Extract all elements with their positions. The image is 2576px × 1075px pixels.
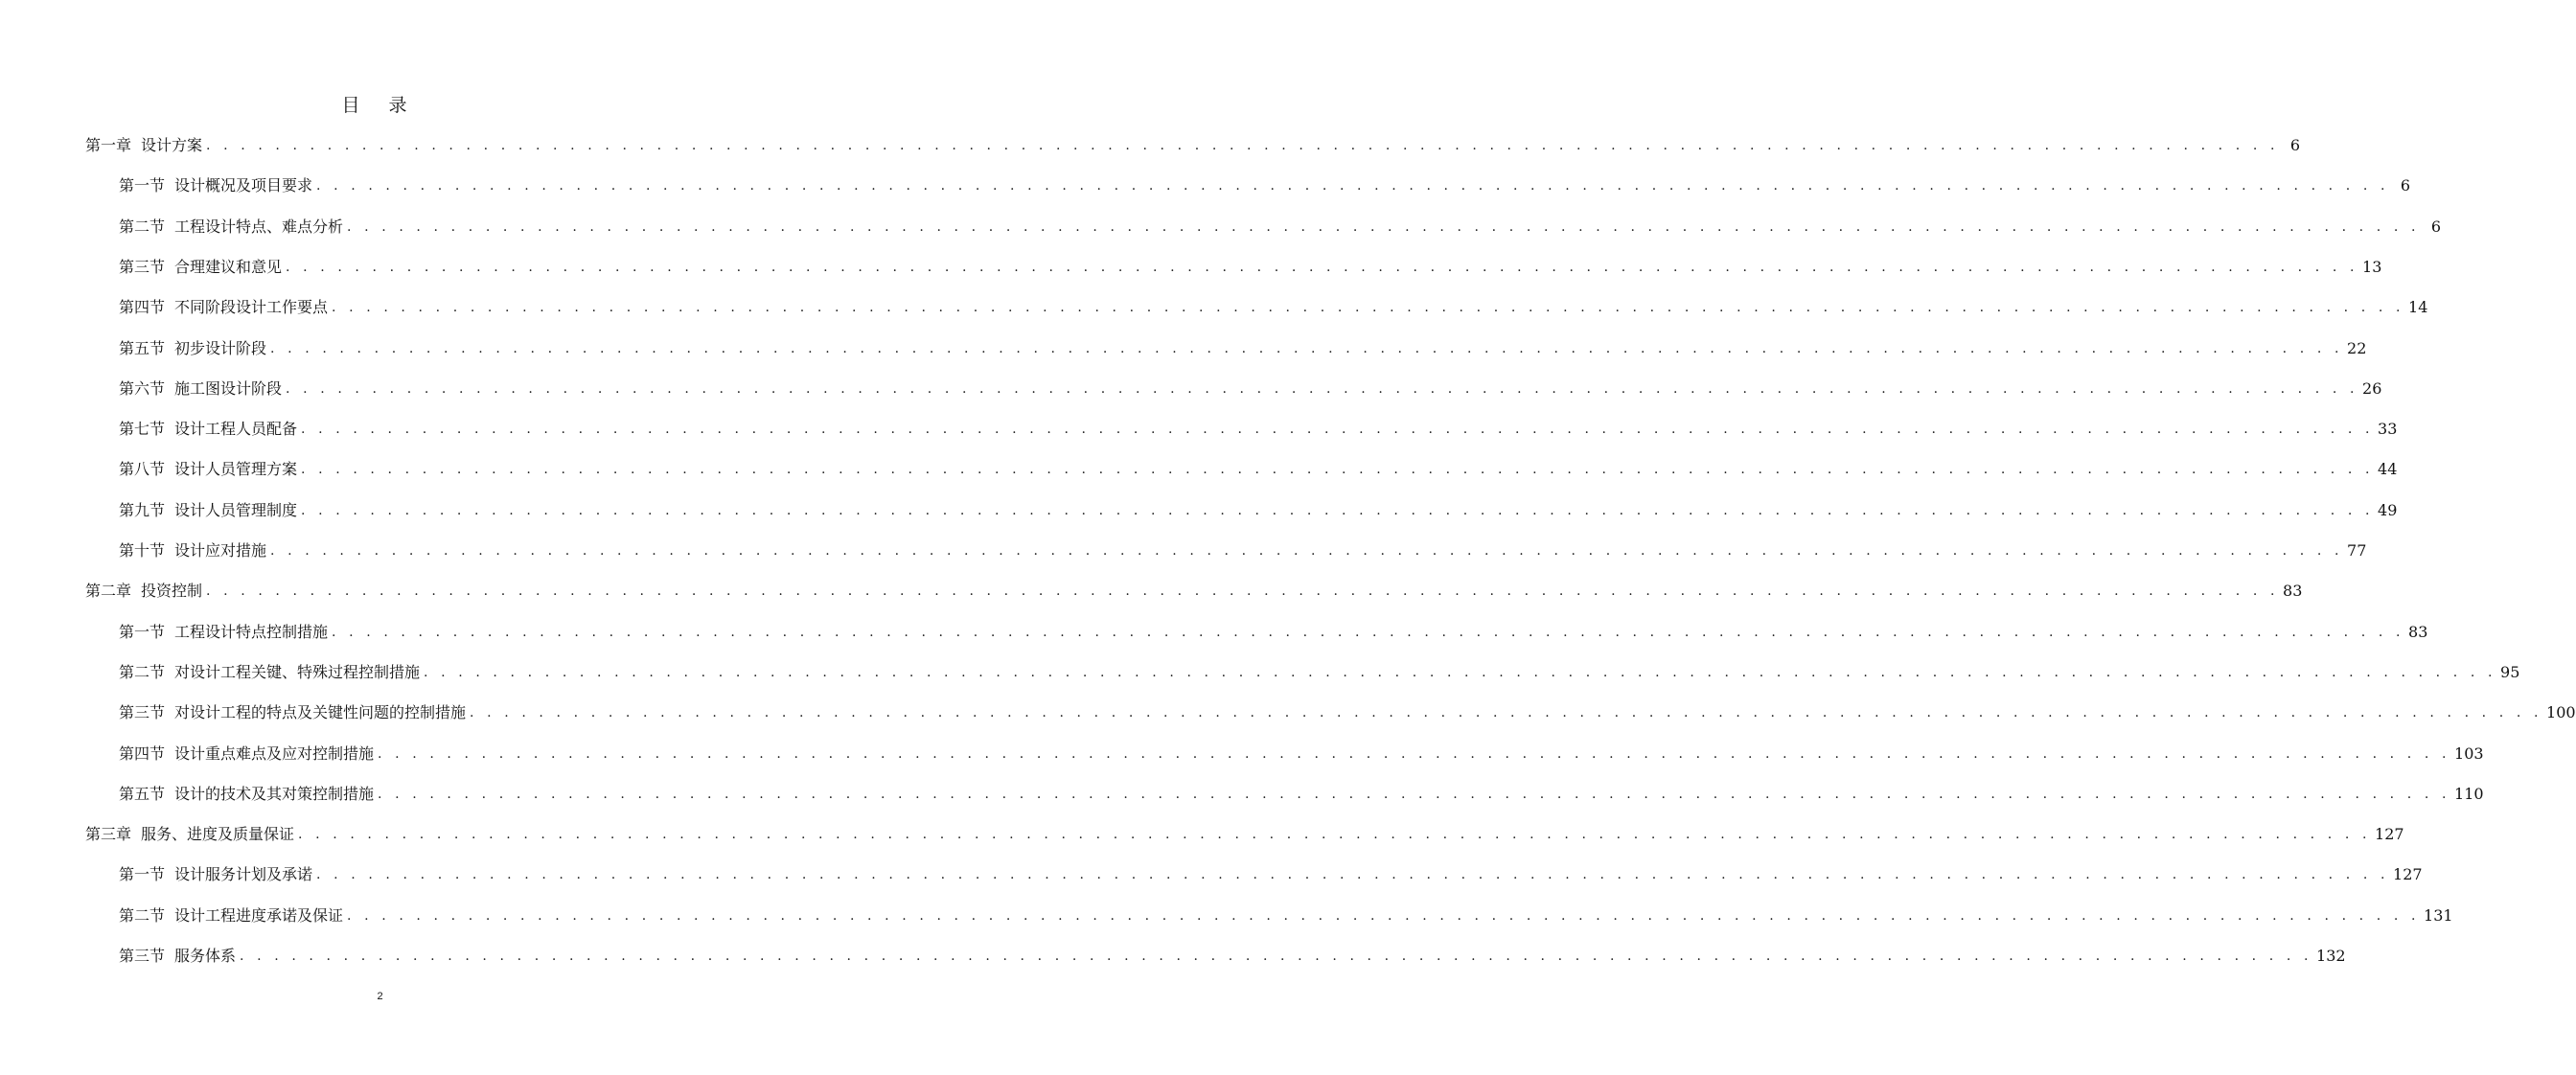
toc-entry-page: 26 xyxy=(2362,378,2382,398)
toc-entry-label xyxy=(119,861,312,888)
toc-chapter-entry[interactable] xyxy=(85,578,2303,605)
toc-entry-title: 设计工程人员配备 xyxy=(174,420,298,439)
toc-entry-label xyxy=(119,254,282,281)
toc-entry-title: 设计服务计划及承诺 xyxy=(174,865,313,884)
toc-entry-number: 第二节 xyxy=(119,662,166,681)
toc-section-entry[interactable] xyxy=(119,903,2453,929)
toc-dot-leader: . . . . . . . . . . . . . . . . . . . . . . . . . . . . . . . . . . . . . . . . . . . . . . . . . . . . . . . . . . . . . . . . . . . . . . . . . . . . . . . . . . . . . . . . . . . . . . . . . . . . . . . . . . . . . . . . . . . . . . . . xyxy=(316,867,2390,883)
toc-entry-number: 第九节 xyxy=(119,500,166,519)
toc-entry-title: 对设计工程的特点及关键性问题的控制措施 xyxy=(174,703,467,722)
toc-dot-leader: . . . . . . . . . . . . . . . . . . . . . . . . . . . . . . . . . . . . . . . . . . . . . . . . . . . . . . . . . . . . . . . . . . . . . . . . . . . . . . . . . . . . . . . . . . . . . . . . . . . . . . . . . . . . . . . . . . . . . . . . xyxy=(301,422,2375,438)
toc-entry-number: 第一节 xyxy=(119,865,166,884)
toc-entry-title: 合理建议和意见 xyxy=(174,257,283,276)
toc-entry-page: 83 xyxy=(2283,582,2303,601)
toc-dot-leader: . . . . . . . . . . . . . . . . . . . . . . . . . . . . . . . . . . . . . . . . . . . . . . . . . . . . . . . . . . . . . . . . . . . . . . . . . . . . . . . . . . . . . . . . . . . . . . . . . . . . . . . . . . . . . . . . . . . . . . . . xyxy=(298,827,2372,843)
toc-entry-number: 第四节 xyxy=(119,743,166,763)
toc-section-entry[interactable] xyxy=(119,497,2398,524)
toc-entry-label xyxy=(85,132,202,159)
toc-entry-page: 132 xyxy=(2316,947,2346,965)
toc-entry-number: 第一章 xyxy=(85,136,132,154)
toc-entry-title: 对设计工程关键、特殊过程控制措施 xyxy=(174,662,421,681)
toc-entry-page: 33 xyxy=(2378,420,2398,439)
toc-entry-number: 第二章 xyxy=(85,582,132,601)
toc-entry-page: 103 xyxy=(2454,743,2484,763)
toc-entry-label xyxy=(119,497,297,524)
toc-dot-leader: . . . . . . . . . . . . . . . . . . . . . . . . . . . . . . . . . . . . . . . . . . . . . . . . . . . . . . . . . . . . . . . . . . . . . . . . . . . . . . . . . . . . . . . . . . . . . . . . . . . . . . . . . . . . . . . . . . . . . . . . xyxy=(206,583,2280,600)
toc-entry-title: 设计人员管理方案 xyxy=(174,460,298,479)
toc-entry-page: 6 xyxy=(2430,217,2442,236)
toc-section-entry[interactable] xyxy=(119,254,2382,281)
toc-entry-label xyxy=(119,741,374,767)
toc-entry-page: 49 xyxy=(2378,500,2398,519)
toc-entry-title: 初步设计阶段 xyxy=(174,338,267,357)
toc-dot-leader: . . . . . . . . . . . . . . . . . . . . . . . . . . . . . . . . . . . . . . . . . . . . . . . . . . . . . . . . . . . . . . . . . . . . . . . . . . . . . . . . . . . . . . . . . . . . . . . . . . . . . . . . . . . . . . . . . . . . . . . . xyxy=(347,907,2421,924)
toc-section-entry[interactable] xyxy=(119,659,2520,686)
toc-entry-number: 第六节 xyxy=(119,378,166,398)
toc-dot-leader: . . . . . . . . . . . . . . . . . . . . . . . . . . . . . . . . . . . . . . . . . . . . . . . . . . . . . . . . . . . . . . . . . . . . . . . . . . . . . . . . . . . . . . . . . . . . . . . . . . . . . . . . . . . . . . . . . . . . . . . . xyxy=(270,543,2344,559)
toc-entry-label xyxy=(119,456,297,483)
toc-entry-label xyxy=(119,172,312,199)
toc-dot-leader: . . . . . . . . . . . . . . . . . . . . . . . . . . . . . . . . . . . . . . . . . . . . . . . . . . . . . . . . . . . . . . . . . . . . . . . . . . . . . . . . . . . . . . . . . . . . . . . . . . . . . . . . . . . . . . . . . . . . . . . . xyxy=(424,664,2497,680)
toc-entry-title: 设计人员管理制度 xyxy=(174,500,298,519)
toc-entry-title: 设计方案 xyxy=(141,136,203,154)
toc-section-entry[interactable] xyxy=(119,172,2411,199)
toc-entry-page: 100 xyxy=(2546,703,2576,722)
toc-entry-page: 127 xyxy=(2375,825,2404,844)
toc-entry-page: 131 xyxy=(2424,905,2453,925)
toc-dot-leader: . . . . . . . . . . . . . . . . . . . . . . . . . . . . . . . . . . . . . . . . . . . . . . . . . . . . . . . . . . . . . . . . . . . . . . . . . . . . . . . . . . . . . . . . . . . . . . . . . . . . . . . . . . . . . . . . . . . . . . . . xyxy=(206,138,2280,153)
toc-section-entry[interactable] xyxy=(119,943,2346,970)
toc-entry-label xyxy=(119,659,420,686)
toc-entry-number: 第一节 xyxy=(119,176,166,195)
toc-entry-label xyxy=(119,619,328,646)
toc-entry-label xyxy=(119,214,343,240)
toc-dot-leader: . . . . . . . . . . . . . . . . . . . . . . . . . . . . . . . . . . . . . . . . . . . . . . . . . . . . . . . . . . . . . . . . . . . . . . . . . . . . . . . . . . . . . . . . . . . . . . . . . . . . . . . . . . . . . . . . . . . . . . . . xyxy=(316,178,2390,194)
toc-dot-leader: . . . . . . . . . . . . . . . . . . . . . . . . . . . . . . . . . . . . . . . . . . . . . . . . . . . . . . . . . . . . . . . . . . . . . . . . . . . . . . . . . . . . . . . . . . . . . . . . . . . . . . . . . . . . . . . . . . . . . . . . xyxy=(470,705,2543,721)
toc-entry-title: 工程设计特点、难点分析 xyxy=(174,217,344,236)
toc-entry-label xyxy=(119,376,282,402)
toc-dot-leader: . . . . . . . . . . . . . . . . . . . . . . . . . . . . . . . . . . . . . . . . . . . . . . . . . . . . . . . . . . . . . . . . . . . . . . . . . . . . . . . . . . . . . . . . . . . . . . . . . . . . . . . . . . . . . . . . . . . . . . . . xyxy=(301,462,2375,478)
toc-entry-page: 13 xyxy=(2362,257,2382,276)
toc-entry-label xyxy=(85,578,202,605)
toc-entry-number: 第三节 xyxy=(119,703,166,722)
toc-entry-page: 110 xyxy=(2454,784,2484,803)
toc-dot-leader: . . . . . . . . . . . . . . . . . . . . . . . . . . . . . . . . . . . . . . . . . . . . . . . . . . . . . . . . . . . . . . . . . . . . . . . . . . . . . . . . . . . . . . . . . . . . . . . . . . . . . . . . . . . . . . . . . . . . . . . . xyxy=(270,340,2344,356)
toc-entry-label xyxy=(119,781,374,808)
toc-entry-number: 第二节 xyxy=(119,217,166,236)
toc-entry-label xyxy=(85,821,294,848)
toc-entry-title: 服务、进度及质量保证 xyxy=(141,825,295,844)
toc-entry-page: 44 xyxy=(2378,460,2398,479)
toc-entry-number: 第五节 xyxy=(119,784,166,803)
toc-section-entry[interactable] xyxy=(119,538,2367,564)
toc-entry-label xyxy=(119,538,266,564)
toc-dot-leader: . . . . . . . . . . . . . . . . . . . . . . . . . . . . . . . . . . . . . . . . . . . . . . . . . . . . . . . . . . . . . . . . . . . . . . . . . . . . . . . . . . . . . . . . . . . . . . . . . . . . . . . . . . . . . . . . . . . . . . . . xyxy=(332,624,2405,640)
toc-entry-number: 第三节 xyxy=(119,947,166,965)
toc-section-entry[interactable] xyxy=(119,861,2423,888)
toc-entry-title: 施工图设计阶段 xyxy=(174,378,283,398)
toc-dot-leader: . . . . . . . . . . . . . . . . . . . . . . . . . . . . . . . . . . . . . . . . . . . . . . . . . . . . . . . . . . . . . . . . . . . . . . . . . . . . . . . . . . . . . . . . . . . . . . . . . . . . . . . . . . . . . . . . . . . . . . . . xyxy=(286,259,2359,275)
toc-section-entry[interactable] xyxy=(119,214,2442,240)
toc-entry-title: 设计工程进度承诺及保证 xyxy=(174,905,344,925)
toc-entry-number: 第八节 xyxy=(119,460,166,479)
toc-entry-page: 77 xyxy=(2347,541,2367,560)
toc-entry-number: 第四节 xyxy=(119,298,166,317)
toc-entry-page: 14 xyxy=(2408,298,2428,317)
toc-dot-leader: . . . . . . . . . . . . . . . . . . . . . . . . . . . . . . . . . . . . . . . . . . . . . . . . . . . . . . . . . . . . . . . . . . . . . . . . . . . . . . . . . . . . . . . . . . . . . . . . . . . . . . . . . . . . . . . . . . . . . . . . xyxy=(332,300,2405,316)
toc-entry-page: 95 xyxy=(2500,662,2520,681)
toc-section-entry[interactable] xyxy=(119,335,2367,362)
toc-entry-number: 第十节 xyxy=(119,541,166,560)
toc-entry-label xyxy=(119,699,466,726)
toc-dot-leader: . . . . . . . . . . . . . . . . . . . . . . . . . . . . . . . . . . . . . . . . . . . . . . . . . . . . . . . . . . . . . . . . . . . . . . . . . . . . . . . . . . . . . . . . . . . . . . . . . . . . . . . . . . . . . . . . . . . . . . . . xyxy=(347,218,2421,235)
toc-section-entry[interactable] xyxy=(119,781,2484,808)
toc-section-entry[interactable] xyxy=(119,376,2382,402)
toc-entry-number: 第七节 xyxy=(119,420,166,439)
toc-entry-page: 6 xyxy=(2400,176,2411,195)
toc-entry-label xyxy=(119,943,236,970)
toc-section-entry[interactable] xyxy=(119,294,2428,321)
toc-entry-label xyxy=(119,294,328,321)
toc-entry-title: 不同阶段设计工作要点 xyxy=(174,298,329,317)
toc-entry-label xyxy=(119,903,343,929)
toc-dot-leader: . . . . . . . . . . . . . . . . . . . . . . . . . . . . . . . . . . . . . . . . . . . . . . . . . . . . . . . . . . . . . . . . . . . . . . . . . . . . . . . . . . . . . . . . . . . . . . . . . . . . . . . . . . . . . . . . . . . . . . . . xyxy=(301,502,2375,518)
toc-title: 目 录 xyxy=(341,95,419,116)
page-number: 2 xyxy=(377,991,383,1002)
toc-section-entry[interactable] xyxy=(119,741,2484,767)
toc-section-entry[interactable] xyxy=(119,619,2428,646)
toc-entry-title: 投资控制 xyxy=(141,582,203,601)
toc-entry-title: 工程设计特点控制措施 xyxy=(174,622,329,641)
toc-entry-number: 第一节 xyxy=(119,622,166,641)
toc-entry-label xyxy=(119,335,266,362)
toc-entry-label xyxy=(119,416,297,443)
toc-entry-page: 22 xyxy=(2347,338,2367,357)
toc-entry-page: 83 xyxy=(2408,622,2428,641)
toc-entry-number: 第五节 xyxy=(119,338,166,357)
toc-entry-number: 第二节 xyxy=(119,905,166,925)
toc-chapter-entry[interactable] xyxy=(85,821,2404,848)
toc-entry-number: 第三章 xyxy=(85,825,132,844)
toc-entry-title: 设计重点难点及应对控制措施 xyxy=(174,743,375,763)
toc-section-entry[interactable] xyxy=(119,416,2398,443)
toc-entry-title: 设计应对措施 xyxy=(174,541,267,560)
toc-entry-title: 设计的技术及其对策控制措施 xyxy=(174,784,375,803)
toc-dot-leader: . . . . . . . . . . . . . . . . . . . . . . . . . . . . . . . . . . . . . . . . . . . . . . . . . . . . . . . . . . . . . . . . . . . . . . . . . . . . . . . . . . . . . . . . . . . . . . . . . . . . . . . . . . . . . . . . . . . . . . . . xyxy=(286,380,2359,397)
toc-section-entry[interactable] xyxy=(119,699,2576,726)
toc-dot-leader: . . . . . . . . . . . . . . . . . . . . . . . . . . . . . . . . . . . . . . . . . . . . . . . . . . . . . . . . . . . . . . . . . . . . . . . . . . . . . . . . . . . . . . . . . . . . . . . . . . . . . . . . . . . . . . . . . . . . . . . . xyxy=(378,786,2451,802)
toc-entry-number: 第三节 xyxy=(119,257,166,276)
toc-entry-title: 设计概况及项目要求 xyxy=(174,176,313,195)
toc-entry-title: 服务体系 xyxy=(174,947,237,965)
toc-chapter-entry[interactable] xyxy=(85,132,2301,159)
toc-dot-leader: . . . . . . . . . . . . . . . . . . . . . . . . . . . . . . . . . . . . . . . . . . . . . . . . . . . . . . . . . . . . . . . . . . . . . . . . . . . . . . . . . . . . . . . . . . . . . . . . . . . . . . . . . . . . . . . . . . . . . . . . xyxy=(378,745,2451,762)
toc-entry-page: 127 xyxy=(2393,865,2423,884)
toc-entry-page: 6 xyxy=(2289,136,2301,154)
toc-section-entry[interactable] xyxy=(119,456,2398,483)
toc-dot-leader: . . . . . . . . . . . . . . . . . . . . . . . . . . . . . . . . . . . . . . . . . . . . . . . . . . . . . . . . . . . . . . . . . . . . . . . . . . . . . . . . . . . . . . . . . . . . . . . . . . . . . . . . . . . . . . . . . . . . . . . . xyxy=(240,949,2313,964)
